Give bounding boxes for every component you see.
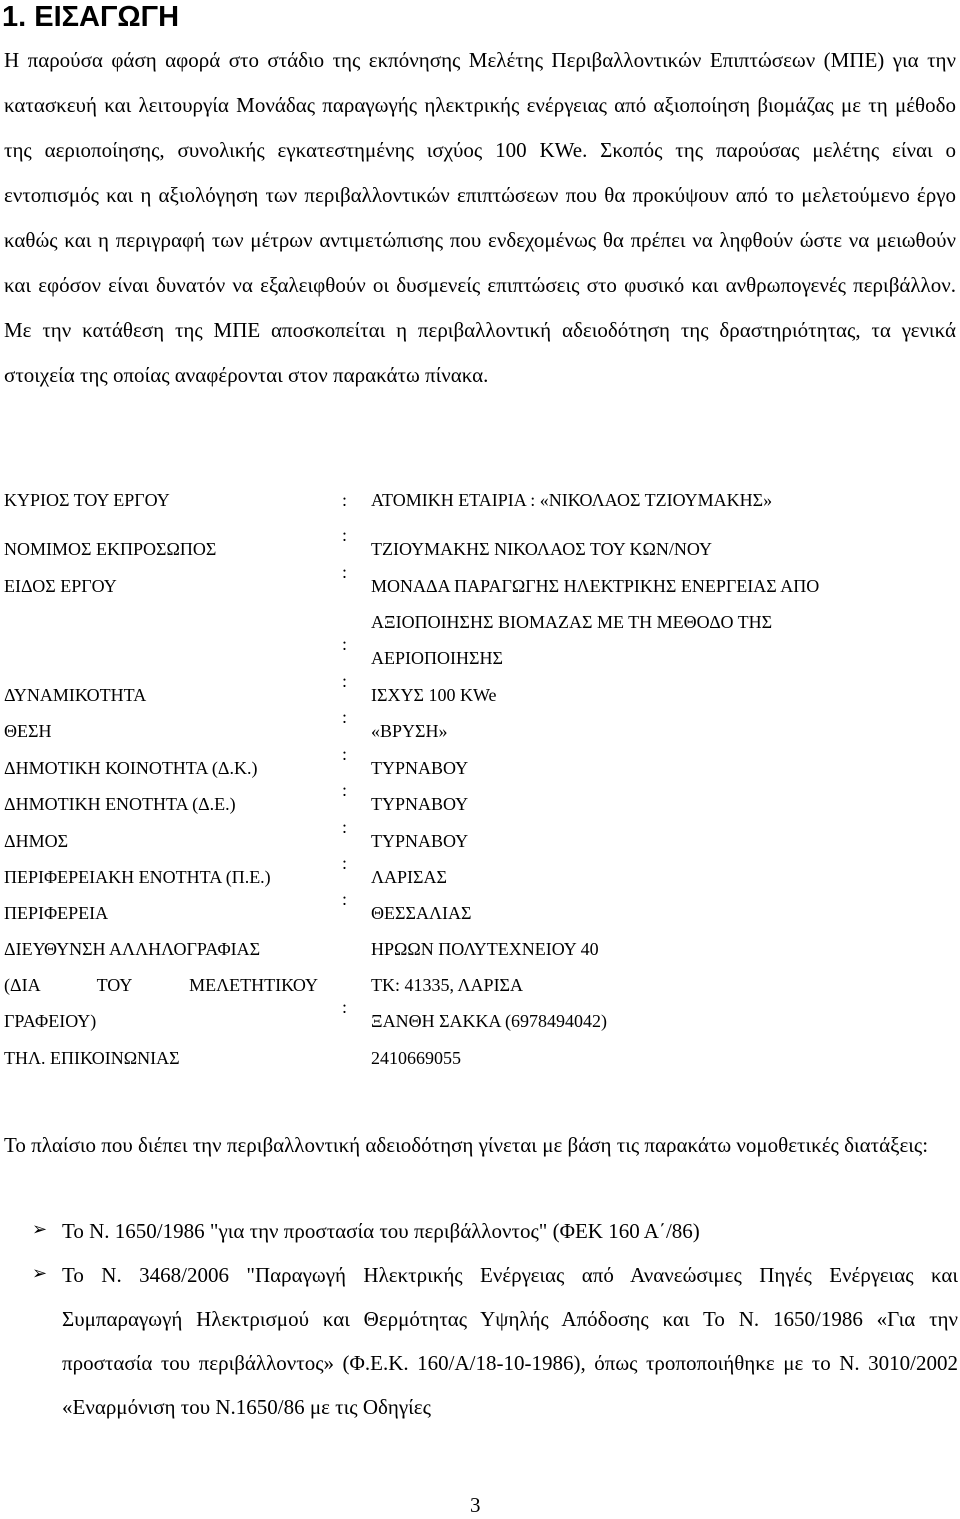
table-row-community xyxy=(4,744,954,788)
colon-separator: : xyxy=(342,634,348,654)
position-label: ΘΕΣΗ xyxy=(4,721,52,741)
municipality-value: ΤΥΡΝΑΒΟΥ xyxy=(371,831,469,851)
address-label-line-1: ΔΙΕΥΘΥΝΣΗ ΑΛΛΗΛΟΓΡΑΦΙΑΣ xyxy=(4,939,261,959)
colon-separator: : xyxy=(342,997,348,1017)
municipal-unit-label: ΔΗΜΟΤΙΚΗ ΕΝΟΤΗΤΑ (Δ.Ε.) xyxy=(4,794,236,814)
colon-separator: : xyxy=(342,525,348,545)
community-label: ΔΗΜΟΤΙΚΗ ΚΟΙΝΟΤΗΤΑ (Δ.Κ.) xyxy=(4,758,258,778)
project-type-label: ΕΙΔΟΣ ΕΡΓΟΥ xyxy=(4,576,117,596)
colon-separator: : xyxy=(342,490,348,510)
table-row-capacity xyxy=(4,671,954,715)
capacity-label: ΔΥΝΑΜΙΚΟΤΗΤΑ xyxy=(4,685,147,705)
address-value-line-1: ΗΡΩΩΝ ΠΟΛΥΤΕΧΝΕΙΟΥ 40 xyxy=(371,939,599,959)
colon-separator: : xyxy=(342,889,348,909)
table-row-municipality xyxy=(4,817,954,861)
arrow-bullet-icon: ➢ xyxy=(32,1219,48,1239)
table-row-position xyxy=(4,707,954,751)
colon-separator: : xyxy=(342,853,348,873)
project-type-value-line-3: ΑΕΡΙΟΠΟΙΗΣΗΣ xyxy=(371,648,503,668)
colon-separator: : xyxy=(342,707,348,727)
representative-label: ΝΟΜΙΜΟΣ ΕΚΠΡΟΣΩΠΟΣ xyxy=(4,539,217,559)
project-type-value-line-2: ΑΞΙΟΠΟΙΗΣΗΣ ΒΙΟΜΑΖΑΣ ΜΕ ΤΗ ΜΕΘΟΔΟ ΤΗΣ xyxy=(371,612,773,632)
table-row-representative xyxy=(4,525,954,569)
address-value-line-2: ΤΚ: 41335, ΛΑΡΙΣΑ xyxy=(371,975,524,995)
regional-unit-label: ΠΕΡΙΦΕΡΕΙΑΚΗ ΕΝΟΤΗΤΑ (Π.Ε.) xyxy=(4,867,271,887)
project-type-value-line-1: ΜΟΝΑΔΑ ΠΑΡΑΓΩΓΗΣ ΗΛΕΚΤΡΙΚΗΣ ΕΝΕΡΓΕΙΑΣ ΑΠΟ xyxy=(371,576,820,596)
region-label: ΠΕΡΙΦΕΡΕΙΑ xyxy=(4,903,109,923)
regional-unit-value: ΛΑΡΙΣΑΣ xyxy=(371,867,448,887)
colon-separator: : xyxy=(342,744,348,764)
phone-label: ΤΗΛ. ΕΠΙΚΟΙΝΩΝΙΑΣ xyxy=(4,1048,180,1068)
capacity-value: ΙΣΧΥΣ 100 KWe xyxy=(371,685,497,705)
colon-separator: : xyxy=(342,780,348,800)
table-row-phone xyxy=(4,1048,954,1078)
table-row-address xyxy=(4,939,954,1049)
colon-separator: : xyxy=(342,562,348,582)
table-row-municipal-unit xyxy=(4,780,954,824)
municipality-label: ΔΗΜΟΣ xyxy=(4,831,69,851)
colon-separator: : xyxy=(342,817,348,837)
phone-value: 2410669055 xyxy=(371,1048,461,1068)
representative-value: ΤΖΙΟΥΜΑΚΗΣ ΝΙΚΟΛΑΟΣ ΤΟΥ ΚΩΝ/ΝΟΥ xyxy=(371,539,712,559)
table-row-owner xyxy=(4,490,954,520)
section-heading: 1. ΕΙΣΑΓΩΓΗ xyxy=(2,1,180,33)
region-value: ΘΕΣΣΑΛΙΑΣ xyxy=(371,903,472,923)
owner-value: ΑΤΟΜΙΚΗ ΕΤΑΙΡΙΑ : «ΝΙΚΟΛΑΟΣ ΤΖΙΟΥΜΑΚΗΣ» xyxy=(371,490,773,510)
arrow-bullet-icon: ➢ xyxy=(32,1263,48,1283)
page-number: 3 xyxy=(470,1493,481,1517)
table-row-regional-unit xyxy=(4,853,954,897)
table-row-project-type xyxy=(4,562,954,676)
owner-label: ΚΥΡΙΟΣ ΤΟΥ ΕΡΓΟΥ xyxy=(4,490,170,510)
address-value-line-3: ΞΑΝΘΗ ΣΑΚΚΑ (6978494042) xyxy=(371,1011,608,1031)
address-label-line-2: (ΔΙΑ ΤΟΥ ΜΕΛΕΤΗΤΙΚΟΥ xyxy=(4,975,318,995)
municipal-unit-value: ΤΥΡΝΑΒΟΥ xyxy=(371,794,469,814)
position-value: «ΒΡΥΣΗ» xyxy=(371,721,448,741)
law-list-item: Το Ν. 1650/1986 "για την προστασία του περιβάλλοντος" (ΦΕΚ 160 Α΄/86) xyxy=(62,1219,700,1243)
legal-framework-paragraph: Το πλαίσιο που διέπει την περιβαλλοντική αδειοδότηση γίνεται με βάση τις παρακάτω νομοθετικές διατάξεις: xyxy=(4,1133,929,1157)
address-label-line-3: ΓΡΑΦΕΙΟΥ) xyxy=(4,1011,97,1031)
law-list-item: Το Ν. 3468/2006 "Παραγωγή Ηλεκτρικής Ενέργειας από Ανανεώσιμες Πηγές Ενέργειας και Συμπαραγωγή Ηλεκτρισμού και Θερμότητας Υψηλής Απόδοσης και Το Ν. 1650/1986 «Για την προστασία του περιβάλλοντος» (Φ.Ε.Κ. 160/Α/18-10-1986), όπως τροποποιήθηκε με το Ν. 3010/2002 «Εναρμόνιση του Ν.1650/86 με τις Οδηγίες xyxy=(62,1263,958,1419)
intro-paragraph: Η παρούσα φάση αφορά στο στάδιο της εκπόνησης Μελέτης Περιβαλλοντικών Επιπτώσεων (ΜΠΕ) για την κατασκευή και λειτουργία Μονάδας παραγωγής ηλεκτρικής ενέργειας από αξιοποίηση βιομάζας με τη μέθοδο της αεριοποίησης, συνολικής εγκατεστημένης ισχύος 100 KWe. Σκοπός της παρούσας μελέτης είναι ο εντοπισμός και η αξιολόγηση των περιβαλλοντικών επιπτώσεων που θα προκύψουν από το μελετούμενο έργο καθώς και η περιγραφή των μέτρων αντιμετώπισης που ενδεχομένως θα πρέπει να ληφθούν ώστε να μειωθούν και εφόσον είναι δυνατόν να εξαλειφθούν οι δυσμενείς επιπτώσεις στο φυσικό και ανθρωπογενές περιβάλλον. Με την κατάθεση της ΜΠΕ αποσκοπείται η περιβαλλοντική αδειοδότηση της δραστηριότητας, τα γενικά στοιχεία της οποίας αναφέρονται στον παρακάτω πίνακα. xyxy=(4,48,956,387)
colon-separator: : xyxy=(342,671,348,691)
table-row-region xyxy=(4,889,954,933)
community-value: ΤΥΡΝΑΒΟΥ xyxy=(371,758,469,778)
